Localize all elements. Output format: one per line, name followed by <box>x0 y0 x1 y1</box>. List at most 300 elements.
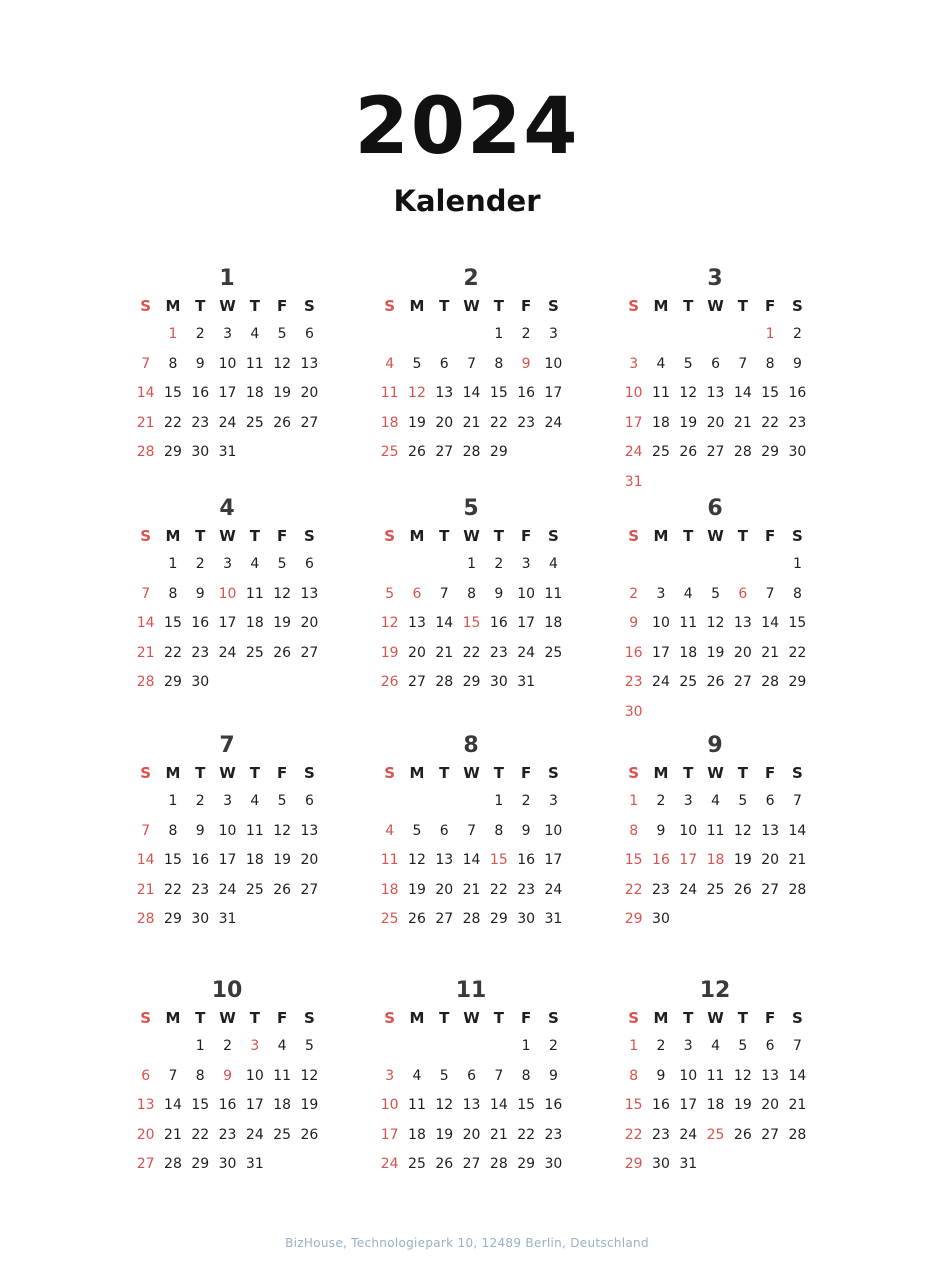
day-cell: 27 <box>761 881 780 898</box>
weekday-label: S <box>384 764 396 782</box>
day-cell: 13 <box>761 822 780 839</box>
weekday-label: T <box>439 764 450 782</box>
day-cell: 6 <box>765 793 775 809</box>
day-cell: 27 <box>136 1156 155 1172</box>
empty-day-cell <box>403 320 430 350</box>
week-row <box>132 1032 322 1062</box>
day-cell: 19 <box>273 615 292 631</box>
week-row <box>376 1091 566 1121</box>
empty-day-cell <box>241 438 268 468</box>
day-cell: 15 <box>164 385 182 401</box>
day-cell: 24 <box>218 414 237 431</box>
weekday-label: T <box>683 527 694 545</box>
day-cell: 20 <box>136 1126 155 1143</box>
empty-day-cell <box>431 787 458 817</box>
day-cell: 1 <box>765 326 775 342</box>
day-cell: 11 <box>273 1067 292 1084</box>
weekday-header <box>376 523 566 550</box>
day-cell: 7 <box>467 822 476 839</box>
day-cell: 16 <box>191 385 210 401</box>
weekday-label: S <box>792 764 803 782</box>
weekday-label: F <box>521 297 532 315</box>
empty-day-cell <box>729 550 756 580</box>
day-cell: 16 <box>218 1097 237 1113</box>
day-cell: 19 <box>435 1126 454 1143</box>
day-cell: 13 <box>761 1067 780 1084</box>
day-cell: 30 <box>489 674 508 690</box>
day-cell: 7 <box>792 1038 802 1054</box>
week-row <box>376 1062 566 1092</box>
day-cell: 10 <box>624 385 643 401</box>
day-cell: 1 <box>792 556 802 572</box>
day-cell: 1 <box>494 793 504 809</box>
week-row <box>620 1150 810 1180</box>
day-cell: 18 <box>245 615 264 631</box>
day-cell: 25 <box>380 444 399 460</box>
weekday-label: W <box>219 764 236 782</box>
day-cell: 3 <box>683 1038 693 1054</box>
week-row <box>376 438 566 468</box>
day-cell: 8 <box>792 585 802 602</box>
day-cell: 14 <box>462 852 481 868</box>
day-cell: 3 <box>656 585 666 602</box>
weekday-label: S <box>628 1009 640 1027</box>
day-cell: 27 <box>435 444 454 460</box>
day-cell: 22 <box>624 881 643 898</box>
empty-day-cell <box>729 1150 756 1180</box>
week-row <box>376 1150 566 1180</box>
weekday-label: W <box>219 1009 236 1027</box>
day-cell: 27 <box>300 881 319 898</box>
day-cell: 8 <box>168 585 178 602</box>
month-number: 7 <box>219 733 235 758</box>
week-row <box>376 609 566 639</box>
day-cell: 9 <box>656 1067 666 1084</box>
day-cell: 10 <box>517 585 536 602</box>
day-cell: 7 <box>141 355 151 372</box>
weekday-label: T <box>737 764 748 782</box>
month-number: 6 <box>707 496 723 521</box>
day-cell: 18 <box>544 615 563 631</box>
empty-day-cell <box>296 668 323 698</box>
day-cell: 26 <box>273 644 292 661</box>
weekday-label: S <box>628 527 640 545</box>
day-cell: 23 <box>624 674 643 690</box>
weekday-label: S <box>140 527 152 545</box>
day-cell: 19 <box>273 852 292 868</box>
empty-day-cell <box>512 438 539 468</box>
day-cell: 29 <box>489 444 508 460</box>
day-cell: 31 <box>679 1156 698 1172</box>
day-cell: 16 <box>624 644 643 661</box>
day-cell: 21 <box>788 852 807 868</box>
day-cell: 3 <box>548 326 558 342</box>
day-cell: 4 <box>250 326 260 342</box>
day-cell: 13 <box>435 852 454 868</box>
day-cell: 3 <box>521 556 531 572</box>
day-cell: 4 <box>250 793 260 809</box>
day-cell: 7 <box>738 355 748 372</box>
day-cell: 12 <box>273 822 292 839</box>
month-2 <box>376 266 566 468</box>
empty-day-cell <box>376 550 403 580</box>
day-cell: 5 <box>738 793 748 809</box>
weekday-header <box>376 293 566 320</box>
weekday-label: T <box>195 297 206 315</box>
week-row <box>132 639 322 669</box>
week-row <box>376 846 566 876</box>
day-cell: 5 <box>277 326 287 342</box>
day-cell: 28 <box>136 911 155 927</box>
day-cell: 2 <box>521 793 531 809</box>
day-cell: 1 <box>521 1038 531 1054</box>
month-number: 8 <box>463 733 479 758</box>
day-cell: 30 <box>544 1156 563 1172</box>
day-cell: 3 <box>683 793 693 809</box>
weekday-label: S <box>548 1009 559 1027</box>
day-cell: 25 <box>273 1126 292 1143</box>
day-cell: 15 <box>761 385 780 401</box>
weekday-header <box>620 523 810 550</box>
day-cell: 27 <box>300 644 319 661</box>
day-cell: 22 <box>624 1126 643 1143</box>
day-cell: 4 <box>277 1038 287 1054</box>
week-row <box>620 905 810 935</box>
day-cell: 7 <box>168 1067 178 1084</box>
day-cell: 18 <box>706 1097 725 1113</box>
day-cell: 9 <box>521 822 531 839</box>
day-cell: 11 <box>544 585 563 602</box>
day-cell: 2 <box>195 556 205 572</box>
week-row <box>132 1091 322 1121</box>
week-row <box>620 320 810 350</box>
empty-day-cell <box>729 905 756 935</box>
weekday-header <box>376 760 566 787</box>
day-cell: 14 <box>761 615 780 631</box>
day-cell: 26 <box>273 414 292 431</box>
day-cell: 4 <box>385 355 395 372</box>
day-cell: 24 <box>652 674 670 690</box>
empty-day-cell <box>702 320 729 350</box>
day-cell: 5 <box>412 822 422 839</box>
weekday-label: T <box>493 1009 504 1027</box>
weekday-label: S <box>304 764 315 782</box>
day-cell: 27 <box>408 674 426 690</box>
weekday-label: M <box>409 764 425 782</box>
weekday-label: S <box>140 764 152 782</box>
day-cell: 17 <box>245 1097 264 1113</box>
day-cell: 13 <box>733 615 752 631</box>
week-row <box>620 379 810 409</box>
day-cell: 7 <box>792 793 802 809</box>
day-cell: 14 <box>462 385 481 401</box>
month-9 <box>620 733 810 935</box>
weekday-label: F <box>277 764 288 782</box>
day-cell: 27 <box>462 1156 481 1172</box>
day-cell: 13 <box>300 585 319 602</box>
week-row <box>376 787 566 817</box>
day-cell: 1 <box>168 793 178 809</box>
empty-day-cell <box>403 550 430 580</box>
day-cell: 24 <box>544 414 563 431</box>
day-cell: 21 <box>136 881 155 898</box>
day-cell: 10 <box>218 355 237 372</box>
day-cell: 17 <box>679 1097 698 1113</box>
day-cell: 28 <box>435 674 454 690</box>
week-row <box>376 639 566 669</box>
day-cell: 2 <box>629 585 639 602</box>
day-cell: 22 <box>164 414 182 431</box>
weekday-label: M <box>409 1009 425 1027</box>
day-cell: 20 <box>435 881 454 898</box>
empty-day-cell <box>296 438 323 468</box>
weekday-label: W <box>463 1009 480 1027</box>
empty-day-cell <box>485 1032 512 1062</box>
day-cell: 16 <box>652 852 670 868</box>
day-cell: 29 <box>164 911 182 927</box>
day-cell: 15 <box>462 615 481 631</box>
week-row <box>132 379 322 409</box>
day-cell: 8 <box>168 355 178 372</box>
day-cell: 25 <box>380 911 399 927</box>
day-cell: 8 <box>168 822 178 839</box>
weekday-label: T <box>249 297 260 315</box>
calendar-subtitle: Kalender <box>393 184 541 218</box>
day-cell: 2 <box>195 793 205 809</box>
day-cell: 21 <box>788 1097 807 1113</box>
day-cell: 16 <box>652 1097 670 1113</box>
day-cell: 17 <box>218 385 237 401</box>
day-cell: 4 <box>711 793 720 809</box>
day-cell: 23 <box>788 414 807 431</box>
day-cell: 3 <box>629 355 639 372</box>
empty-day-cell <box>756 550 783 580</box>
weekday-label: T <box>439 297 450 315</box>
day-cell: 28 <box>489 1156 508 1172</box>
day-cell: 16 <box>517 852 536 868</box>
day-cell: 18 <box>380 414 399 431</box>
empty-day-cell <box>241 905 268 935</box>
weekday-label: S <box>384 1009 396 1027</box>
day-cell: 27 <box>300 414 319 431</box>
day-cell: 12 <box>380 615 399 631</box>
empty-day-cell <box>458 1032 485 1062</box>
day-cell: 14 <box>164 1097 182 1113</box>
day-cell: 26 <box>706 674 725 690</box>
day-cell: 5 <box>439 1067 449 1084</box>
weekday-label: W <box>463 527 480 545</box>
weekday-label: T <box>195 527 206 545</box>
empty-day-cell <box>675 698 702 728</box>
month-number: 12 <box>699 978 731 1003</box>
weekday-header <box>132 293 322 320</box>
day-cell: 28 <box>761 674 780 690</box>
empty-day-cell <box>702 698 729 728</box>
day-cell: 9 <box>195 822 205 839</box>
empty-day-cell <box>431 1032 458 1062</box>
day-cell: 10 <box>218 585 237 602</box>
day-cell: 25 <box>245 414 264 431</box>
day-cell: 21 <box>462 881 481 898</box>
day-cell: 8 <box>765 355 775 372</box>
week-row <box>620 1121 810 1151</box>
weekday-label: S <box>792 297 803 315</box>
weekday-label: W <box>707 764 724 782</box>
day-cell: 26 <box>273 881 292 898</box>
day-cell: 12 <box>679 385 698 401</box>
day-cell: 19 <box>300 1097 319 1113</box>
empty-day-cell <box>376 320 403 350</box>
day-cell: 20 <box>761 852 780 868</box>
day-cell: 6 <box>738 585 748 602</box>
week-row <box>620 1091 810 1121</box>
weekday-label: M <box>409 297 425 315</box>
day-cell: 8 <box>494 355 504 372</box>
empty-day-cell <box>214 668 241 698</box>
day-cell: 10 <box>245 1067 264 1084</box>
day-cell: 22 <box>489 414 508 431</box>
empty-day-cell <box>756 1150 783 1180</box>
day-cell: 29 <box>517 1156 536 1172</box>
day-cell: 3 <box>223 556 232 572</box>
month-number: 5 <box>463 496 479 521</box>
weekday-label: S <box>548 764 559 782</box>
empty-day-cell <box>784 905 811 935</box>
day-cell: 13 <box>435 385 454 401</box>
day-cell: 25 <box>245 644 264 661</box>
week-row <box>620 668 810 698</box>
day-cell: 17 <box>517 615 536 631</box>
day-cell: 9 <box>521 355 531 372</box>
weekday-label: W <box>463 297 480 315</box>
empty-day-cell <box>132 320 159 350</box>
day-cell: 30 <box>218 1156 237 1172</box>
day-cell: 14 <box>136 852 155 868</box>
month-number: 10 <box>211 978 243 1003</box>
weekday-label: F <box>765 1009 776 1027</box>
day-cell: 7 <box>494 1067 504 1084</box>
empty-day-cell <box>702 905 729 935</box>
day-cell: 15 <box>489 852 508 868</box>
weekday-label: T <box>195 1009 206 1027</box>
week-row <box>132 905 322 935</box>
empty-day-cell <box>159 1032 186 1062</box>
week-row <box>376 379 566 409</box>
week-row <box>620 846 810 876</box>
day-cell: 17 <box>652 644 670 661</box>
weekday-label: T <box>439 527 450 545</box>
week-row <box>620 876 810 906</box>
day-cell: 24 <box>517 644 536 661</box>
day-cell: 17 <box>544 385 563 401</box>
week-row <box>132 320 322 350</box>
day-cell: 9 <box>629 615 639 631</box>
day-cell: 2 <box>548 1038 558 1054</box>
weekday-label: M <box>409 527 425 545</box>
day-cell: 29 <box>462 674 481 690</box>
day-cell: 26 <box>408 444 426 460</box>
day-cell: 29 <box>164 674 182 690</box>
week-row <box>376 320 566 350</box>
day-cell: 13 <box>300 822 319 839</box>
empty-day-cell <box>268 438 295 468</box>
day-cell: 5 <box>277 793 287 809</box>
weekday-label: M <box>165 1009 181 1027</box>
day-cell: 30 <box>652 1156 670 1172</box>
day-cell: 16 <box>544 1097 563 1113</box>
weekday-label: F <box>765 297 776 315</box>
day-cell: 25 <box>679 674 698 690</box>
day-cell: 17 <box>218 852 237 868</box>
day-cell: 14 <box>136 615 155 631</box>
day-cell: 22 <box>761 414 780 431</box>
week-row <box>132 409 322 439</box>
day-cell: 31 <box>218 444 237 460</box>
weekday-label: T <box>683 1009 694 1027</box>
day-cell: 30 <box>191 444 210 460</box>
day-cell: 26 <box>733 1126 752 1143</box>
empty-day-cell <box>675 905 702 935</box>
day-cell: 10 <box>679 822 698 839</box>
day-cell: 31 <box>544 911 563 927</box>
weekday-header <box>620 760 810 787</box>
month-11 <box>376 978 566 1180</box>
day-cell: 12 <box>706 615 725 631</box>
day-cell: 11 <box>408 1097 426 1113</box>
week-row <box>132 550 322 580</box>
day-cell: 30 <box>788 444 807 460</box>
day-cell: 26 <box>435 1156 454 1172</box>
day-cell: 12 <box>408 852 426 868</box>
day-cell: 15 <box>164 852 182 868</box>
empty-day-cell <box>132 550 159 580</box>
weekday-label: S <box>304 1009 315 1027</box>
day-cell: 5 <box>385 585 395 602</box>
day-cell: 30 <box>624 703 643 720</box>
day-cell: 4 <box>385 822 395 839</box>
day-cell: 12 <box>733 822 752 839</box>
week-row <box>620 817 810 847</box>
weekday-label: M <box>165 297 181 315</box>
day-cell: 27 <box>706 444 725 460</box>
week-row <box>620 409 810 439</box>
weekday-label: M <box>653 764 669 782</box>
day-cell: 21 <box>164 1126 182 1143</box>
empty-day-cell <box>729 698 756 728</box>
day-cell: 19 <box>380 644 399 661</box>
weekday-label: F <box>765 764 776 782</box>
empty-day-cell <box>540 438 567 468</box>
empty-day-cell <box>647 320 674 350</box>
day-cell: 21 <box>733 414 752 431</box>
day-cell: 16 <box>517 385 536 401</box>
day-cell: 5 <box>412 355 422 372</box>
day-cell: 21 <box>136 644 155 661</box>
day-cell: 20 <box>733 644 752 661</box>
day-cell: 4 <box>711 1038 720 1054</box>
day-cell: 13 <box>136 1097 155 1113</box>
weekday-label: W <box>463 764 480 782</box>
day-cell: 15 <box>489 385 508 401</box>
weekday-label: F <box>765 527 776 545</box>
day-cell: 6 <box>765 1038 775 1054</box>
day-cell: 9 <box>223 1067 232 1084</box>
empty-day-cell <box>675 550 702 580</box>
day-cell: 29 <box>489 911 508 927</box>
weekday-label: F <box>277 527 288 545</box>
day-cell: 9 <box>656 822 666 839</box>
day-cell: 11 <box>245 822 264 839</box>
